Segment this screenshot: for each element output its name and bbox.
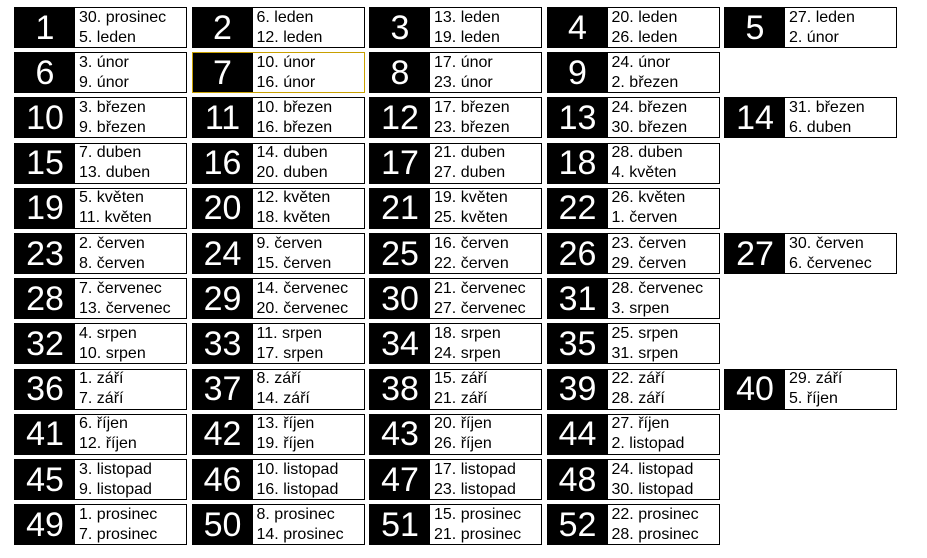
week-end-date: 24. srpen <box>434 344 501 362</box>
week-cell <box>192 323 365 364</box>
week-cell <box>547 233 720 274</box>
week-date-range <box>253 505 364 544</box>
week-end-date: 16. listopad <box>256 480 339 498</box>
week-cell <box>724 233 897 274</box>
week-date-range <box>75 234 186 273</box>
week-start-date: 21. červenec <box>434 279 526 297</box>
week-end-date: 30. březen <box>611 118 688 136</box>
week-cell <box>547 188 720 229</box>
week-date-range <box>608 460 719 499</box>
week-date-range <box>253 53 364 92</box>
week-row <box>14 188 914 229</box>
week-cell <box>14 459 187 500</box>
week-end-date: 7. prosinec <box>79 525 158 543</box>
week-row <box>14 278 914 319</box>
week-date-range <box>253 8 364 47</box>
week-start-date: 31. březen <box>789 98 865 116</box>
week-date-range <box>430 98 541 137</box>
week-number: 25 <box>370 234 430 273</box>
week-number: 41 <box>15 415 75 454</box>
week-end-date: 16. březen <box>256 118 333 136</box>
week-date-range <box>430 324 541 363</box>
week-date-range <box>75 370 186 409</box>
week-cell <box>547 97 720 138</box>
week-row <box>14 459 914 500</box>
week-start-date: 22. prosinec <box>611 505 699 523</box>
week-end-date: 10. srpen <box>79 344 146 362</box>
week-cell <box>369 278 542 319</box>
week-start-date: 1. prosinec <box>79 505 158 523</box>
week-end-date: 20. červenec <box>256 299 349 317</box>
week-date-range <box>253 415 364 454</box>
week-date-range <box>608 189 719 228</box>
week-start-date: 14. červenec <box>256 279 349 297</box>
week-end-date: 23. listopad <box>434 480 516 498</box>
week-end-date: 19. říjen <box>256 435 315 453</box>
week-end-date: 9. březen <box>79 118 146 136</box>
week-number: 43 <box>370 415 430 454</box>
week-cell <box>14 143 187 184</box>
week-start-date: 30. červen <box>789 234 864 252</box>
week-date-range <box>785 370 896 409</box>
week-start-date: 15. prosinec <box>434 505 522 523</box>
week-cell <box>192 459 365 500</box>
week-start-date: 10. březen <box>256 98 333 116</box>
week-number: 31 <box>548 279 608 318</box>
week-date-range <box>785 98 896 137</box>
week-date-range <box>608 505 719 544</box>
week-start-date: 21. duben <box>434 144 506 162</box>
week-end-date: 1. červen <box>611 209 678 227</box>
week-start-date: 2. červen <box>79 234 145 252</box>
week-start-date: 6. říjen <box>79 415 128 433</box>
week-start-date: 15. září <box>434 370 488 388</box>
week-start-date: 17. březen <box>434 98 510 116</box>
week-number: 18 <box>548 144 608 183</box>
week-number: 52 <box>548 505 608 544</box>
week-start-date: 24. únor <box>611 53 671 71</box>
week-number: 15 <box>15 144 75 183</box>
week-cell <box>192 188 365 229</box>
week-date-range <box>608 144 719 183</box>
week-cell <box>724 7 897 48</box>
week-cell <box>14 414 187 455</box>
week-end-date: 21. prosinec <box>434 525 522 543</box>
week-date-range <box>430 505 541 544</box>
week-cell <box>547 7 720 48</box>
week-number: 33 <box>193 324 253 363</box>
week-number: 51 <box>370 505 430 544</box>
week-row <box>14 233 914 274</box>
week-end-date: 23. březen <box>434 118 510 136</box>
week-number: 48 <box>548 460 608 499</box>
week-number: 50 <box>193 505 253 544</box>
week-date-range <box>253 279 364 318</box>
week-number: 26 <box>548 234 608 273</box>
week-calendar-grid <box>14 7 914 555</box>
week-start-date: 4. srpen <box>79 324 137 342</box>
week-date-range <box>430 279 541 318</box>
week-number: 3 <box>370 8 430 47</box>
week-number: 23 <box>15 234 75 273</box>
week-end-date: 17. srpen <box>256 344 324 362</box>
week-number: 20 <box>193 189 253 228</box>
week-end-date: 23. únor <box>434 73 493 91</box>
week-number: 4 <box>548 8 608 47</box>
week-number: 22 <box>548 189 608 228</box>
week-start-date: 17. únor <box>434 53 493 71</box>
week-date-range <box>608 8 719 47</box>
week-date-range <box>75 505 186 544</box>
week-cell <box>547 278 720 319</box>
week-start-date: 13. říjen <box>256 415 315 433</box>
week-end-date: 27. červenec <box>434 299 526 317</box>
week-date-range <box>75 279 186 318</box>
week-cell <box>14 188 187 229</box>
week-date-range <box>75 189 186 228</box>
week-date-range <box>253 189 364 228</box>
week-number: 17 <box>370 144 430 183</box>
week-start-date: 7. červenec <box>79 279 162 297</box>
week-cell <box>724 97 897 138</box>
week-date-range <box>253 234 364 273</box>
week-cell <box>369 459 542 500</box>
week-start-date: 27. říjen <box>611 415 670 433</box>
week-date-range <box>75 324 186 363</box>
week-date-range <box>785 234 896 273</box>
week-end-date: 14. září <box>256 390 310 408</box>
week-cell <box>547 414 720 455</box>
week-end-date: 26. leden <box>611 28 678 46</box>
week-cell <box>192 97 365 138</box>
week-date-range <box>430 234 541 273</box>
week-row <box>14 504 914 545</box>
week-end-date: 12. leden <box>256 28 323 46</box>
week-start-date: 17. listopad <box>434 460 516 478</box>
week-start-date: 10. listopad <box>256 460 339 478</box>
week-number: 35 <box>548 324 608 363</box>
week-end-date: 22. červen <box>434 254 509 272</box>
week-end-date: 5. leden <box>79 28 136 46</box>
week-cell <box>369 7 542 48</box>
week-number: 8 <box>370 53 430 92</box>
week-end-date: 27. duben <box>434 164 506 182</box>
week-number: 47 <box>370 460 430 499</box>
week-end-date: 25. květen <box>434 209 508 227</box>
week-end-date: 7. září <box>79 390 124 408</box>
week-date-range <box>75 8 186 47</box>
week-cell <box>192 414 365 455</box>
week-start-date: 7. duben <box>79 144 142 162</box>
week-start-date: 18. srpen <box>434 324 501 342</box>
week-end-date: 3. srpen <box>611 299 670 317</box>
week-date-range <box>75 53 186 92</box>
week-number: 38 <box>370 370 430 409</box>
week-number: 44 <box>548 415 608 454</box>
week-cell <box>192 143 365 184</box>
week-end-date: 31. srpen <box>611 344 679 362</box>
week-row <box>14 7 914 48</box>
week-end-date: 13. duben <box>79 164 151 182</box>
week-start-date: 26. květen <box>611 189 686 207</box>
week-number: 2 <box>193 8 253 47</box>
week-row <box>14 414 914 455</box>
week-start-date: 8. prosinec <box>256 505 335 523</box>
week-start-date: 25. srpen <box>611 324 679 342</box>
week-cell <box>14 369 187 410</box>
week-number: 5 <box>725 8 785 47</box>
week-number: 13 <box>548 98 608 137</box>
week-cell <box>14 52 187 93</box>
week-cell <box>14 97 187 138</box>
week-start-date: 20. říjen <box>434 415 492 433</box>
week-date-range <box>608 370 719 409</box>
week-date-range <box>430 189 541 228</box>
week-date-range <box>608 415 719 454</box>
week-number: 45 <box>15 460 75 499</box>
week-start-date: 29. září <box>789 370 843 388</box>
week-end-date: 5. říjen <box>789 390 838 408</box>
week-start-date: 9. červen <box>256 234 323 252</box>
week-start-date: 16. červen <box>434 234 509 252</box>
week-number: 37 <box>193 370 253 409</box>
week-start-date: 3. listopad <box>79 460 152 478</box>
week-date-range <box>430 53 541 92</box>
week-number: 39 <box>548 370 608 409</box>
week-row <box>14 97 914 138</box>
week-cell <box>724 369 897 410</box>
week-start-date: 23. červen <box>611 234 687 252</box>
week-start-date: 19. květen <box>434 189 508 207</box>
week-cell <box>192 504 365 545</box>
week-end-date: 6. červenec <box>789 254 872 272</box>
week-date-range <box>75 144 186 183</box>
week-date-range <box>608 324 719 363</box>
week-start-date: 1. září <box>79 370 124 388</box>
week-number: 6 <box>15 53 75 92</box>
week-cell <box>547 143 720 184</box>
week-cell <box>547 323 720 364</box>
week-date-range <box>253 460 364 499</box>
week-end-date: 18. květen <box>256 209 331 227</box>
week-start-date: 3. únor <box>79 53 129 71</box>
week-end-date: 28. září <box>611 390 665 408</box>
week-start-date: 24. březen <box>611 98 688 116</box>
week-date-range <box>75 415 186 454</box>
week-start-date: 30. prosinec <box>79 8 167 26</box>
week-number: 21 <box>370 189 430 228</box>
week-number: 12 <box>370 98 430 137</box>
week-end-date: 26. říjen <box>434 435 492 453</box>
week-cell <box>369 369 542 410</box>
week-end-date: 2. listopad <box>611 435 685 453</box>
week-cell <box>14 323 187 364</box>
week-cell <box>369 97 542 138</box>
week-number: 10 <box>15 98 75 137</box>
week-end-date: 15. červen <box>256 254 332 272</box>
week-end-date: 6. duben <box>789 118 852 136</box>
week-end-date: 11. květen <box>79 209 152 227</box>
week-row <box>14 369 914 410</box>
week-row <box>14 323 914 364</box>
week-number: 36 <box>15 370 75 409</box>
week-number: 46 <box>193 460 253 499</box>
week-cell <box>369 504 542 545</box>
week-end-date: 9. listopad <box>79 480 152 498</box>
week-cell <box>192 52 365 93</box>
week-date-range <box>253 98 364 137</box>
week-start-date: 13. leden <box>434 8 500 26</box>
week-date-range <box>608 98 719 137</box>
week-number: 34 <box>370 324 430 363</box>
week-number: 27 <box>725 234 785 273</box>
week-end-date: 21. září <box>434 390 488 408</box>
week-date-range <box>430 370 541 409</box>
week-start-date: 11. srpen <box>256 324 323 342</box>
week-number: 24 <box>193 234 253 273</box>
week-start-date: 28. duben <box>611 144 683 162</box>
week-cell <box>192 7 365 48</box>
week-start-date: 14. duben <box>256 144 328 162</box>
week-number: 11 <box>193 98 253 137</box>
week-end-date: 28. prosinec <box>611 525 699 543</box>
week-end-date: 29. červen <box>611 254 687 272</box>
week-date-range <box>608 279 719 318</box>
week-start-date: 12. květen <box>256 189 331 207</box>
week-cell <box>547 459 720 500</box>
week-cell <box>192 278 365 319</box>
week-start-date: 28. červenec <box>611 279 704 297</box>
week-cell <box>369 233 542 274</box>
week-end-date: 16. únor <box>256 73 316 91</box>
week-number: 49 <box>15 505 75 544</box>
week-date-range <box>785 8 896 47</box>
week-cell <box>14 233 187 274</box>
week-end-date: 20. duben <box>256 164 328 182</box>
week-date-range <box>430 144 541 183</box>
week-cell <box>369 323 542 364</box>
week-end-date: 14. prosinec <box>256 525 344 543</box>
week-number: 42 <box>193 415 253 454</box>
week-number: 29 <box>193 279 253 318</box>
week-cell <box>14 278 187 319</box>
week-cell <box>192 233 365 274</box>
week-date-range <box>75 98 186 137</box>
week-number: 1 <box>15 8 75 47</box>
week-cell <box>369 414 542 455</box>
week-cell <box>369 52 542 93</box>
week-end-date: 2. březen <box>611 73 679 91</box>
week-number: 7 <box>193 53 253 92</box>
week-end-date: 8. červen <box>79 254 145 272</box>
week-cell <box>547 504 720 545</box>
week-cell <box>547 369 720 410</box>
week-end-date: 19. leden <box>434 28 500 46</box>
week-start-date: 20. leden <box>611 8 678 26</box>
week-start-date: 6. leden <box>256 8 314 26</box>
week-number: 16 <box>193 144 253 183</box>
week-date-range <box>75 460 186 499</box>
week-end-date: 9. únor <box>79 73 129 91</box>
week-number: 19 <box>15 189 75 228</box>
week-cell <box>192 369 365 410</box>
week-row <box>14 143 914 184</box>
week-date-range <box>253 144 364 183</box>
week-number: 28 <box>15 279 75 318</box>
week-date-range <box>253 324 364 363</box>
week-number: 14 <box>725 98 785 137</box>
week-number: 32 <box>15 324 75 363</box>
week-date-range <box>430 8 541 47</box>
week-date-range <box>430 460 541 499</box>
week-row <box>14 52 914 93</box>
week-start-date: 3. březen <box>79 98 146 116</box>
week-number: 30 <box>370 279 430 318</box>
week-number: 9 <box>548 53 608 92</box>
week-start-date: 24. listopad <box>611 460 694 478</box>
week-start-date: 22. září <box>611 370 665 388</box>
week-start-date: 27. leden <box>789 8 855 26</box>
week-date-range <box>608 53 719 92</box>
week-cell <box>14 7 187 48</box>
week-end-date: 2. únor <box>789 28 839 46</box>
week-end-date: 30. listopad <box>611 480 694 498</box>
week-end-date: 12. říjen <box>79 435 137 453</box>
week-number: 40 <box>725 370 785 409</box>
week-end-date: 4. květen <box>611 164 677 182</box>
week-end-date: 13. červenec <box>79 299 171 317</box>
week-cell <box>14 504 187 545</box>
week-start-date: 8. září <box>256 370 301 388</box>
week-date-range <box>430 415 541 454</box>
week-start-date: 5. květen <box>79 189 144 207</box>
week-start-date: 10. únor <box>256 53 316 71</box>
week-date-range <box>608 234 719 273</box>
week-date-range <box>253 370 364 409</box>
week-cell <box>547 52 720 93</box>
week-cell <box>369 188 542 229</box>
week-cell <box>369 143 542 184</box>
